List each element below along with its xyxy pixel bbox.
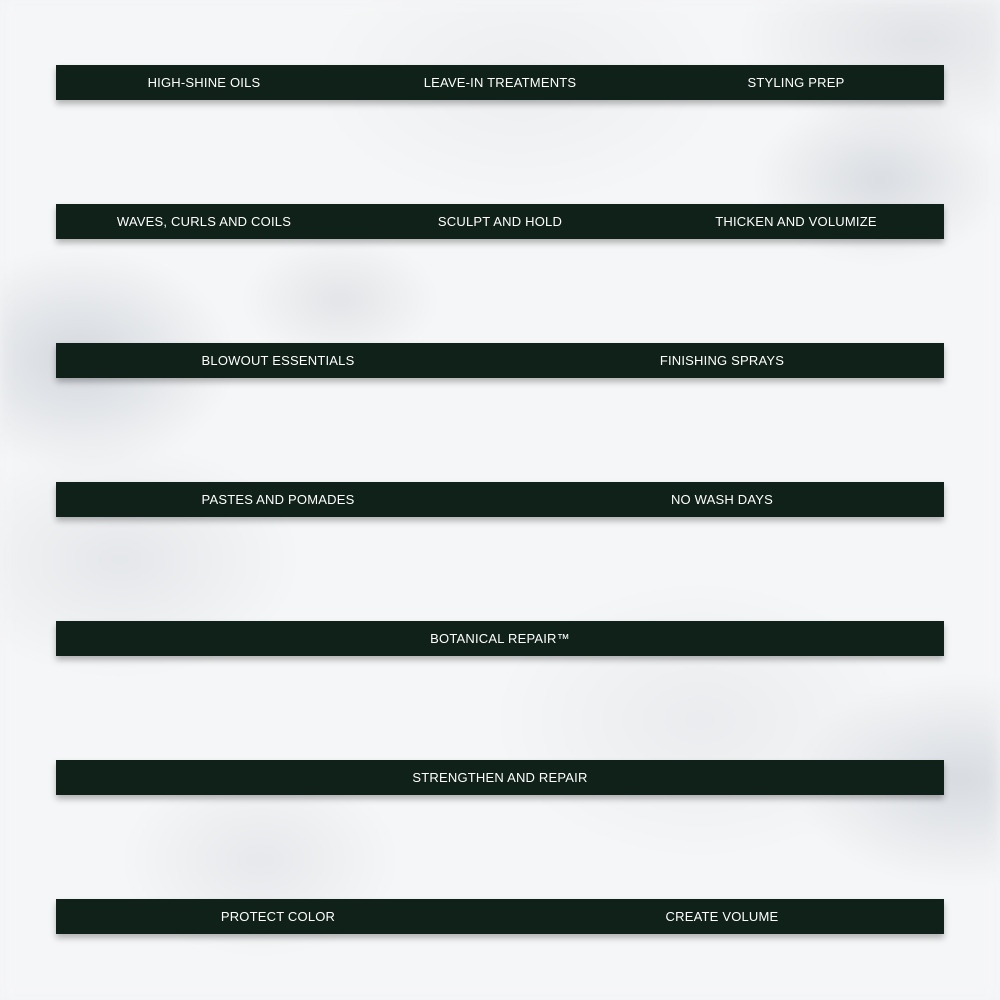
category-link-high-shine-oils[interactable]: HIGH-SHINE OILS	[147, 75, 261, 90]
category-link-thicken-and-volumize[interactable]: THICKEN AND VOLUMIZE	[715, 214, 877, 229]
category-link-strengthen-and-repair[interactable]: STRENGTHEN AND REPAIR	[412, 770, 588, 785]
category-link-create-volume[interactable]: CREATE VOLUME	[665, 909, 779, 924]
category-link-no-wash-days[interactable]: NO WASH DAYS	[670, 492, 774, 507]
category-link-finishing-sprays[interactable]: FINISHING SPRAYS	[659, 353, 785, 368]
category-link-sculpt-and-hold[interactable]: SCULPT AND HOLD	[437, 214, 563, 229]
category-link-leave-in-treatments[interactable]: LEAVE-IN TREATMENTS	[423, 75, 577, 90]
category-menu	[56, 65, 944, 934]
category-link-pastes-and-pomades[interactable]: PASTES AND POMADES	[201, 492, 355, 507]
category-link-waves-curls-coils[interactable]: WAVES, CURLS AND COILS	[116, 214, 292, 229]
category-row-7	[56, 899, 944, 934]
category-row-5	[56, 621, 944, 656]
category-link-protect-color[interactable]: PROTECT COLOR	[220, 909, 336, 924]
category-row-3	[56, 343, 944, 378]
category-row-2	[56, 204, 944, 239]
category-row-6	[56, 760, 944, 795]
category-row-1	[56, 65, 944, 100]
category-link-blowout-essentials[interactable]: BLOWOUT ESSENTIALS	[201, 353, 355, 368]
category-link-botanical-repair[interactable]: BOTANICAL REPAIR™	[430, 631, 570, 646]
category-row-4	[56, 482, 944, 517]
category-link-styling-prep[interactable]: STYLING PREP	[747, 75, 845, 90]
